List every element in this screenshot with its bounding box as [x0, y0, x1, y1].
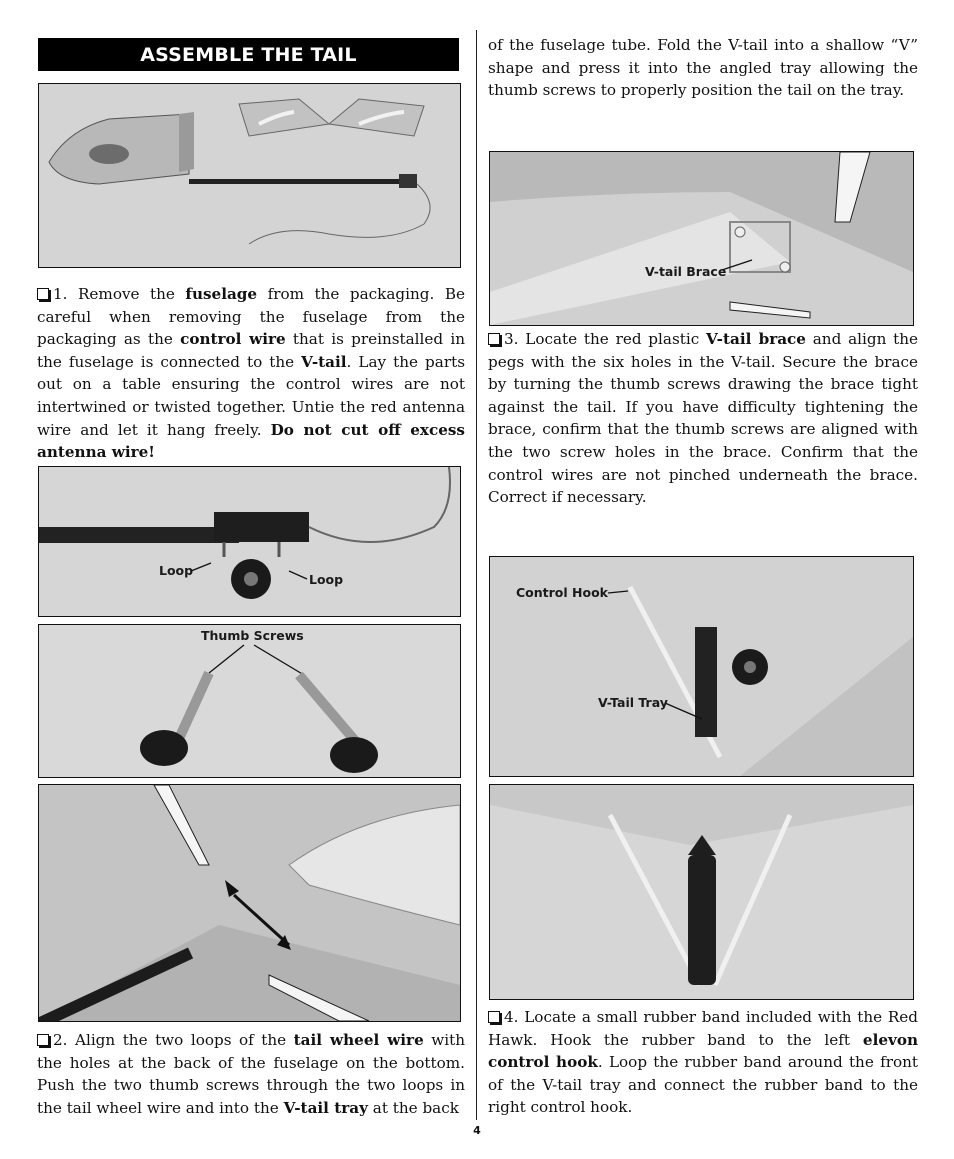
column-divider — [476, 30, 477, 1120]
loop-left-label: Loop — [159, 563, 194, 578]
checkbox-icon — [488, 1011, 500, 1023]
page-number: 4 — [473, 1124, 481, 1137]
loop-right-label: Loop — [309, 572, 344, 587]
vtail-tray-label: V-Tail Tray — [598, 695, 668, 710]
step-2-continued-text: of the fuselage tube. Fold the V-tail into a shallow “V” shape and press it into the angled tray allowing the thumb screws to properly position the tail on the tray. — [488, 36, 918, 100]
control-hook-label: Control Hook — [516, 585, 608, 600]
thumb-screws-label: Thumb Screws — [201, 628, 304, 643]
photo-rubber-band — [489, 784, 914, 1000]
photo-vtail-brace — [489, 151, 914, 326]
step-3-text: 3. Locate the red plastic V-tail brace and align the pegs with the six holes in the V-tail. Secure the brace by turning the thumb screws drawing the brace tight against the tail. If you have difficulty tightening the brace, confirm that the thumb screws are aligned with the two screw holes in the brace. Confirm that the control wires are not pinched underneath the brace. Correct if necessary. — [488, 330, 918, 507]
photo-tail-wheel-loops — [38, 466, 461, 617]
checkbox-icon — [37, 288, 49, 300]
photo-fuselage-parts — [38, 83, 461, 268]
checkbox-icon — [488, 333, 500, 345]
section-title: ASSEMBLE THE TAIL — [38, 38, 459, 71]
vtail-brace-label: V-tail Brace — [645, 264, 727, 279]
checkbox-icon — [37, 1034, 49, 1046]
step-1-text: 1. Remove the fuselage from the packaging. Be careful when removing the fuselage from the packaging as the control wire that is preinstalled in the fuselage is connected to the V-tail. Lay the parts out on a table ensuring the control wires are not intertwined or twisted together. Untie the red antenna wire and let it hang freely. Do not cut off excess antenna wire! — [37, 285, 465, 462]
photo-thumb-screws — [38, 624, 461, 778]
photo-control-hook — [489, 556, 914, 777]
step-4-text: 4. Locate a small rubber band included with the Red Hawk. Hook the rubber band to the left elevon control hook. Loop the rubber band around the front of the V-tail tray and connect the rubber band to the right control hook. — [488, 1008, 918, 1117]
step-2-text: 2. Align the two loops of the tail wheel wire with the holes at the back of the fuselage on the bottom. Push the two thumb screws through the two loops in the tail wheel wire and into the V-tail tray at the back — [37, 1031, 465, 1117]
photo-tail-assembly-hand — [38, 784, 461, 1022]
